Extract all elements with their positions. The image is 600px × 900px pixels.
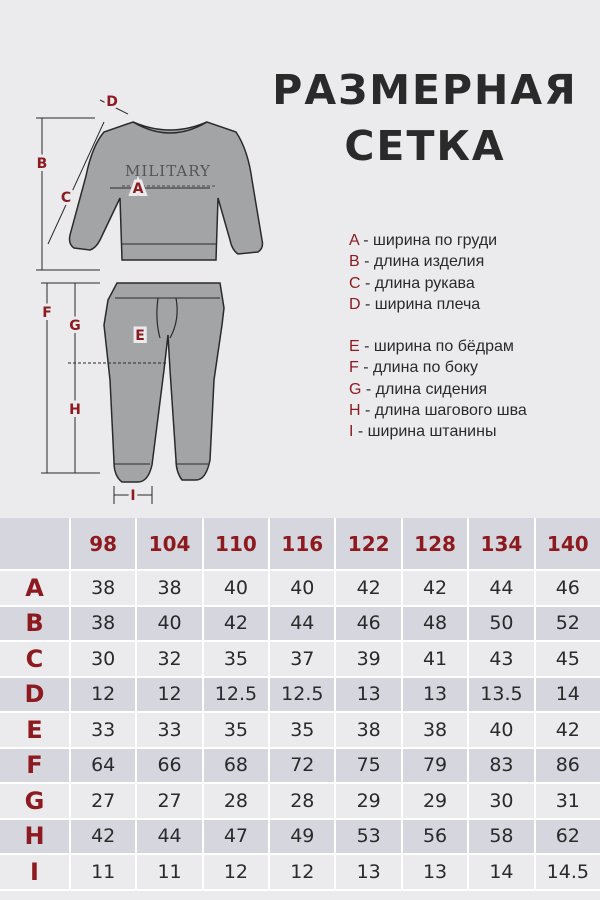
legend-item-c xyxy=(349,273,527,294)
row-label: C xyxy=(25,644,44,673)
table-cell: 43 xyxy=(467,642,533,676)
table-cell: 42 xyxy=(401,571,467,605)
table-cell: 45 xyxy=(534,642,600,676)
table-cell: 44 xyxy=(268,607,334,641)
row-label: G xyxy=(24,786,45,815)
table-cell: 75 xyxy=(334,749,400,783)
table-cell: 30 xyxy=(467,784,533,818)
legend-key: G xyxy=(349,380,362,398)
legend-key: C xyxy=(349,274,361,292)
measurement-row-a xyxy=(0,571,600,607)
table-cell: 12.5 xyxy=(268,678,334,712)
pants-drawing xyxy=(104,283,224,482)
table-cell: 35 xyxy=(202,713,268,747)
legend-item-h xyxy=(349,400,527,421)
dim-label-a: A xyxy=(132,181,144,197)
legend-key: E xyxy=(349,338,360,356)
measurement-row-e xyxy=(0,713,600,749)
measurement-row-h xyxy=(0,820,600,856)
row-label: A xyxy=(25,573,44,602)
legend-key: D xyxy=(349,295,361,313)
table-cell: 42 xyxy=(334,571,400,605)
garment-illustration xyxy=(0,80,300,520)
table-cell: 12.5 xyxy=(202,678,268,712)
legend-text: - ширина плеча xyxy=(360,295,481,313)
table-cell: 30 xyxy=(69,642,135,676)
table-cell: 46 xyxy=(534,571,600,605)
legend-item-b xyxy=(349,251,527,272)
size-header: 140 xyxy=(534,518,600,569)
table-cell: 53 xyxy=(334,820,400,854)
legend-text: - ширина по груди xyxy=(358,232,498,249)
sweatshirt-print: MILITARY xyxy=(125,162,211,180)
legend-item-a xyxy=(349,230,527,251)
table-cell: 13 xyxy=(334,855,400,889)
legend-item-f xyxy=(349,357,527,378)
table-cell: 35 xyxy=(268,713,334,747)
table-cell: 38 xyxy=(69,571,135,605)
table-cell: 56 xyxy=(401,820,467,854)
sweatshirt-drawing xyxy=(70,122,263,260)
table-cell: 13.5 xyxy=(467,678,533,712)
dim-label-c: C xyxy=(60,190,72,206)
legend-text: - длина сидения xyxy=(361,380,488,398)
table-cell: 42 xyxy=(202,607,268,641)
legend-item-i xyxy=(349,421,527,442)
table-cell: 14 xyxy=(467,855,533,889)
dim-label-e: E xyxy=(135,328,145,344)
legend-text: - ширина по бёдрам xyxy=(359,338,514,356)
legend-item-g xyxy=(349,379,527,400)
legend-text: - длина рукава xyxy=(360,274,475,292)
legend-key: H xyxy=(349,402,361,420)
table-cell: 35 xyxy=(202,642,268,676)
row-label: I xyxy=(30,857,39,886)
legend-text: - длина изделия xyxy=(359,253,485,271)
legend-key: I xyxy=(349,423,354,441)
table-cell: 32 xyxy=(135,642,201,676)
table-cell: 33 xyxy=(135,713,201,747)
table-cell: 68 xyxy=(202,749,268,783)
table-cell: 44 xyxy=(467,571,533,605)
measurement-row-b xyxy=(0,607,600,643)
measurement-row-d xyxy=(0,678,600,714)
table-cell: 14 xyxy=(534,678,600,712)
legend-text: - ширина штанины xyxy=(353,423,497,441)
legend-item-d xyxy=(349,294,527,315)
size-header-row xyxy=(0,518,600,571)
table-cell: 12 xyxy=(135,678,201,712)
measurement-row-g xyxy=(0,784,600,820)
row-label: F xyxy=(26,751,43,780)
table-cell: 40 xyxy=(268,571,334,605)
table-cell: 38 xyxy=(135,571,201,605)
table-cell: 14.5 xyxy=(534,855,600,889)
table-cell: 42 xyxy=(69,820,135,854)
dim-label-h: H xyxy=(69,402,81,418)
corner-cell xyxy=(0,518,69,569)
size-table xyxy=(0,518,600,891)
legend-key: A xyxy=(349,232,359,249)
size-header: 128 xyxy=(401,518,467,569)
table-cell: 46 xyxy=(334,607,400,641)
dim-label-i: I xyxy=(130,488,136,504)
table-cell: 79 xyxy=(401,749,467,783)
legend-key: B xyxy=(349,253,360,271)
row-label: D xyxy=(24,680,45,709)
table-cell: 27 xyxy=(69,784,135,818)
dim-label-g: G xyxy=(69,318,81,334)
page-title xyxy=(270,62,580,174)
row-label: B xyxy=(25,609,44,638)
table-cell: 50 xyxy=(467,607,533,641)
title-line-1: РАЗМЕРНАЯ xyxy=(272,66,578,114)
legend-item-e xyxy=(349,336,527,357)
size-header: 122 xyxy=(334,518,400,569)
table-cell: 13 xyxy=(334,678,400,712)
legend-text: - длина по боку xyxy=(358,359,479,377)
measurement-row-f xyxy=(0,749,600,785)
table-cell: 48 xyxy=(401,607,467,641)
table-cell: 11 xyxy=(135,855,201,889)
size-header: 116 xyxy=(268,518,334,569)
table-cell: 41 xyxy=(401,642,467,676)
dim-label-f: F xyxy=(42,305,52,321)
table-cell: 49 xyxy=(268,820,334,854)
table-cell: 38 xyxy=(401,713,467,747)
table-cell: 11 xyxy=(69,855,135,889)
table-cell: 37 xyxy=(268,642,334,676)
table-cell: 86 xyxy=(534,749,600,783)
table-cell: 40 xyxy=(202,571,268,605)
table-cell: 42 xyxy=(534,713,600,747)
table-cell: 62 xyxy=(534,820,600,854)
table-cell: 66 xyxy=(135,749,201,783)
table-cell: 29 xyxy=(401,784,467,818)
row-label: H xyxy=(24,822,45,851)
table-cell: 39 xyxy=(334,642,400,676)
table-cell: 83 xyxy=(467,749,533,783)
table-cell: 38 xyxy=(69,607,135,641)
table-cell: 13 xyxy=(401,678,467,712)
size-header: 134 xyxy=(467,518,533,569)
size-header: 104 xyxy=(135,518,201,569)
dim-label-b: B xyxy=(36,156,48,172)
legend-text: - длина шагового шва xyxy=(360,402,527,420)
measurement-row-c xyxy=(0,642,600,678)
table-cell: 29 xyxy=(334,784,400,818)
table-cell: 58 xyxy=(467,820,533,854)
table-cell: 31 xyxy=(534,784,600,818)
measurement-legend xyxy=(349,230,527,443)
table-cell: 47 xyxy=(202,820,268,854)
table-cell: 64 xyxy=(69,749,135,783)
dim-label-d: D xyxy=(106,94,118,110)
table-cell: 12 xyxy=(202,855,268,889)
size-header: 98 xyxy=(69,518,135,569)
table-cell: 13 xyxy=(401,855,467,889)
table-cell: 44 xyxy=(135,820,201,854)
table-cell: 12 xyxy=(268,855,334,889)
table-cell: 12 xyxy=(69,678,135,712)
table-cell: 40 xyxy=(467,713,533,747)
table-cell: 27 xyxy=(135,784,201,818)
title-line-2: СЕТКА xyxy=(344,122,506,170)
row-label: E xyxy=(26,715,43,744)
table-cell: 40 xyxy=(135,607,201,641)
table-cell: 28 xyxy=(268,784,334,818)
table-cell: 52 xyxy=(534,607,600,641)
table-cell: 38 xyxy=(334,713,400,747)
size-header: 110 xyxy=(202,518,268,569)
table-cell: 72 xyxy=(268,749,334,783)
measurement-row-i xyxy=(0,855,600,891)
table-cell: 28 xyxy=(202,784,268,818)
legend-key: F xyxy=(349,359,359,377)
table-cell: 33 xyxy=(69,713,135,747)
